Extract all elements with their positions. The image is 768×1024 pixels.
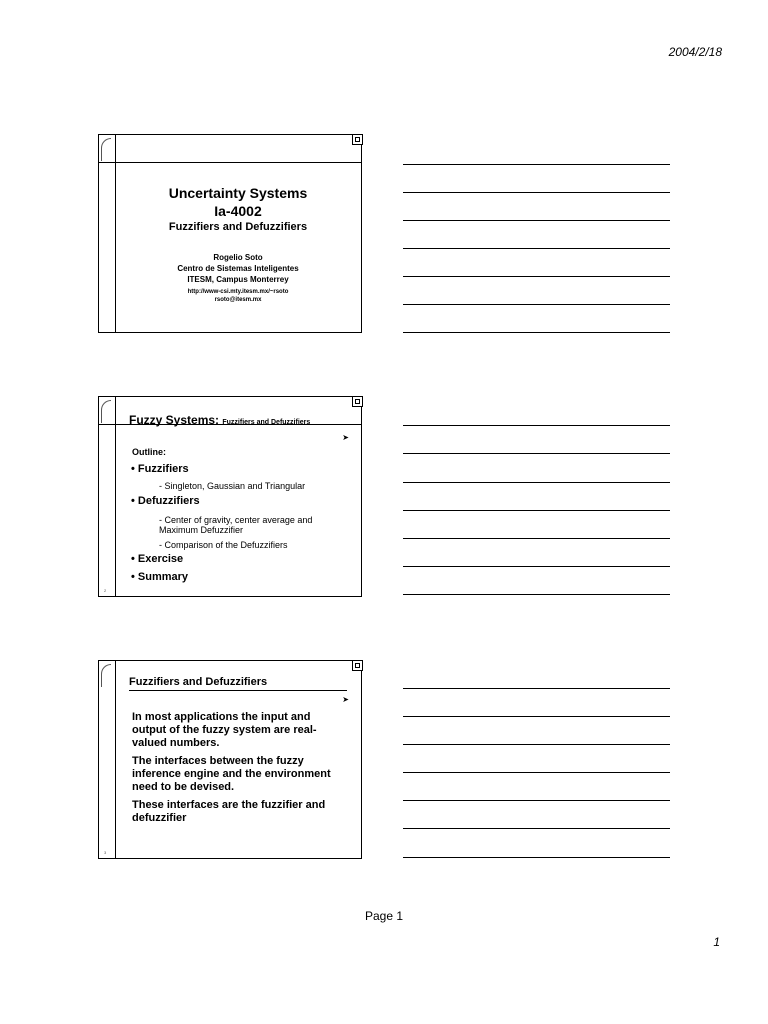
slide-corner-decoration [101,138,111,161]
contact-block [115,288,361,304]
author-name: Rogelio Soto [213,253,263,262]
slide-margin-line [115,661,116,858]
slide-3 [98,660,362,859]
slide-corner-decoration [101,664,111,687]
title-line-1: Uncertainty Systems [168,185,308,201]
slide-title [115,184,361,220]
author-url: http://www-csi.mty.itesm.mx/~rsoto [187,289,289,295]
bullet-item: • Summary [131,571,189,583]
arrow-icon: ➤ [342,695,349,704]
slide-title: Fuzzifiers and Defuzzifiers [129,676,268,688]
page-label: Page 1 [364,909,404,923]
paragraph: These interfaces are the fuzzifier and defuzzifier [132,799,326,824]
slide-corner-decoration [101,400,111,423]
note-line [403,276,670,277]
slide-margin-line [115,397,116,596]
bullet-item: • Defuzzifiers [131,495,200,507]
note-line [403,857,670,858]
note-line [403,594,670,595]
note-line [403,772,670,773]
title-line-2: Ia-4002 [214,203,262,219]
slide-number: 2 [104,588,107,593]
note-line [403,482,670,483]
title-main: Fuzzy Systems: [129,413,220,427]
sub-bullet-item: - Singleton, Gaussian and Triangular [159,481,306,491]
note-line [403,716,670,717]
slide-subtitle: Fuzzifiers and Defuzzifiers [168,221,308,233]
slide-number: 3 [104,850,107,855]
note-line [403,510,670,511]
note-line [403,566,670,567]
bullet-item: • Fuzzifiers [131,463,189,475]
note-line [403,688,670,689]
arrow-icon: ➤ [342,433,349,442]
sub-bullet-item: - Center of gravity, center average and Maximum Defuzzifier [159,515,313,535]
slide-corner-box-icon [352,134,363,145]
page-number: 1 [713,935,720,949]
date-header: 2004/2/18 [668,45,722,59]
slide-corner-box-icon [352,660,363,671]
paragraph: In most applications the input and output of the fuzzy system are real-valued numbers. [132,711,317,749]
outline-label: Outline: [132,447,166,457]
slide-2 [98,396,362,597]
note-line [403,800,670,801]
note-line [403,164,670,165]
slide-1 [98,134,362,333]
organization: Centro de Sistemas Inteligentes [177,264,299,273]
campus: ITESM, Campus Monterrey [187,275,289,284]
note-line [403,425,670,426]
paragraph: The interfaces between the fuzzy inference engine and the environment need to be devised. [132,755,331,793]
note-line [403,220,670,221]
slide-corner-box-icon [352,396,363,407]
title-rule [129,690,347,691]
note-line [403,304,670,305]
sub-bullet-item: - Comparison of the Defuzzifiers [159,540,288,550]
note-line [403,828,670,829]
note-line [403,453,670,454]
author-block [115,252,361,285]
note-line [403,538,670,539]
title-sub: Fuzzifiers and Defuzzifiers [222,419,311,426]
author-email: rsoto@itesm.mx [214,297,262,303]
slide-header-line [99,162,361,163]
note-line [403,192,670,193]
slide-title [129,413,310,427]
note-line [403,248,670,249]
bullet-item: • Exercise [131,553,184,565]
note-line [403,332,670,333]
note-line [403,744,670,745]
